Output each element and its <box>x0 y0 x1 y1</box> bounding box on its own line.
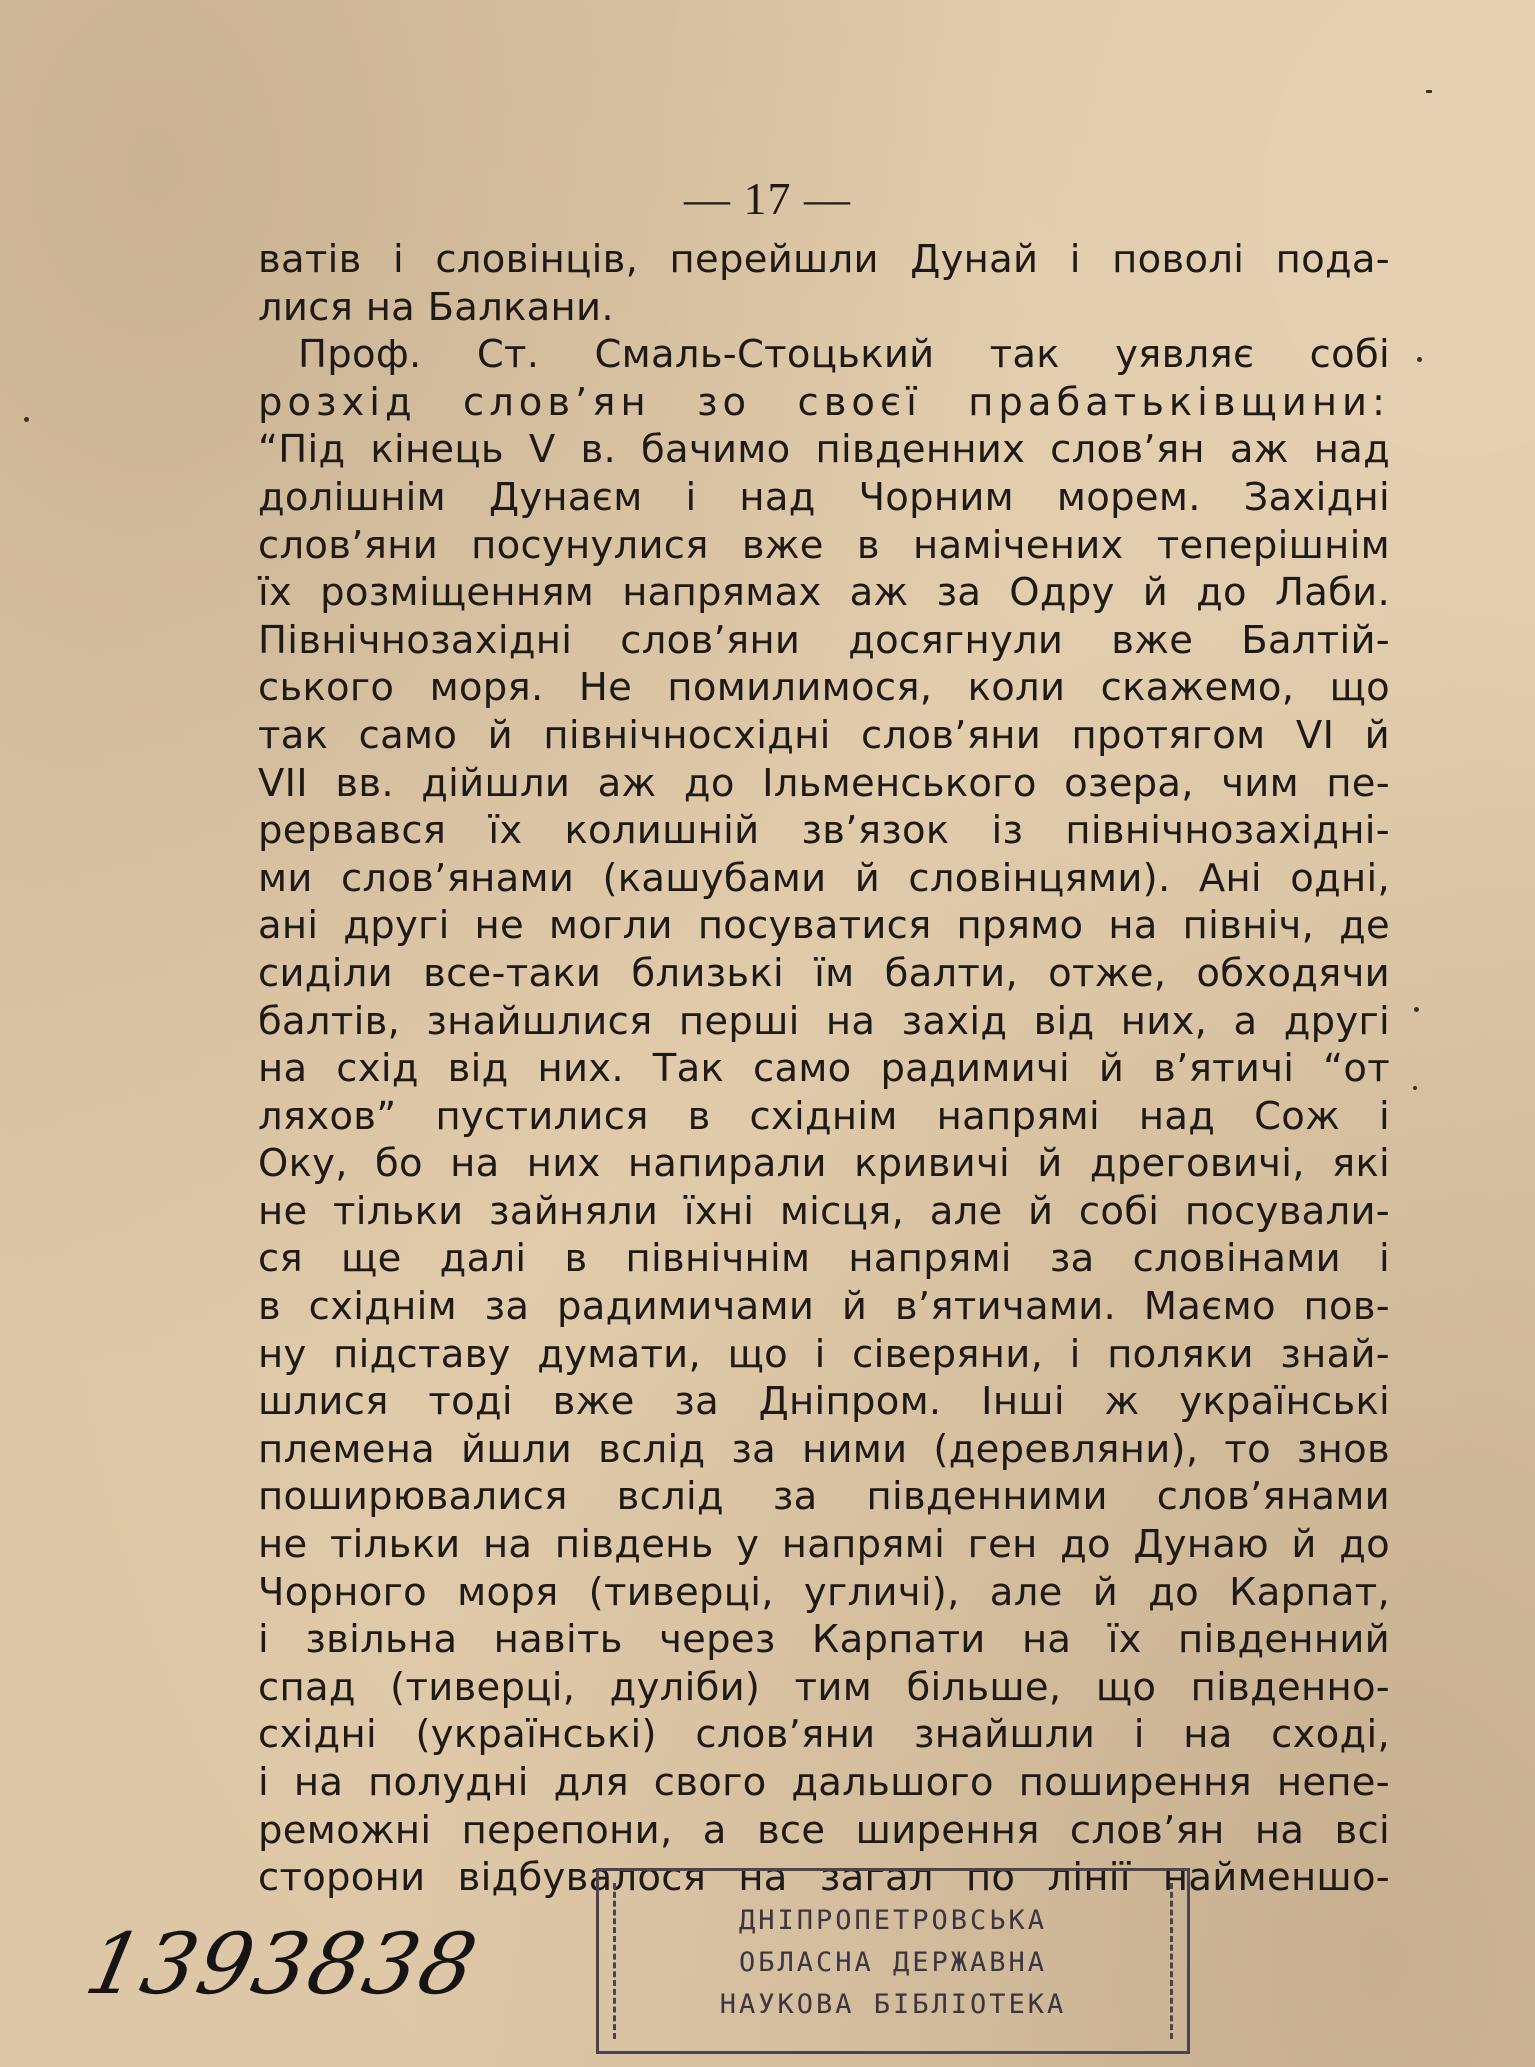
body-text <box>258 236 1390 1902</box>
text-line: сиділи все-таки близькі їм балти, отже, обходячи <box>258 950 1390 996</box>
text-line: племена йшли вслід за ними (деревляни), то знов <box>258 1426 1390 1472</box>
text-line: VII вв. дійшли аж до Ільменського озера, чим пе- <box>258 760 1390 806</box>
text-line: ся ще далі в північнім напрямі за словінами і <box>258 1236 1390 1282</box>
text-line: рервався їх колишній зв’язок із північнозахідні- <box>258 808 1390 854</box>
text-line: їх розміщенням напрямах аж за Одру й до Лаби. <box>258 570 1390 616</box>
text-line: Чорного моря (тиверці, угличі), але й до Карпат, <box>258 1569 1390 1615</box>
text-line: не тільки на південь у напрямі ген до Дунаю й до <box>258 1522 1390 1568</box>
page-number: — 17 — <box>684 173 851 224</box>
stamp-line: ДНІПРОПЕТРОВСЬКА <box>738 1905 1048 1936</box>
text-line: сторони відбувалося на загал по лінії найменшо- <box>258 1855 1390 1901</box>
stamp-line: ОБЛАСНА ДЕРЖАВНА <box>738 1947 1048 1978</box>
text-line: ані другі не могли посуватися прямо на північ, де <box>258 903 1390 949</box>
text-line: лися на Балкани. <box>258 284 614 330</box>
stamp-line: НАУКОВА БІБЛІОТЕКА <box>719 1989 1067 2020</box>
text-line: ми слов’янами (кашубами й словінцями). Ані одні, <box>258 855 1390 901</box>
text-line: східні (українські) слов’яни знайшли і на сході, <box>258 1712 1390 1758</box>
text-line: в східнім за радимичами й в’ятичами. Маємо пов- <box>258 1284 1390 1330</box>
text-line: і звільна навіть через Карпати на їх південний <box>258 1617 1390 1663</box>
text-line: поширювалися вслід за південними слов’янами <box>258 1474 1390 1520</box>
text-line: на схід від них. Так само радимичі й в’ятичі “от <box>258 1046 1390 1092</box>
paper-speck <box>1413 1086 1417 1090</box>
paper-speck <box>1417 357 1422 362</box>
text-line: ну підставу думати, що і сіверяни, і поляки знай- <box>258 1331 1390 1377</box>
text-line: ватів і словінців, перейшли Дунай і поволі пода- <box>258 237 1390 282</box>
text-line: ляхов” пустилися в східнім напрямі над Сож і <box>258 1093 1390 1139</box>
text-line: ського моря. Не помилимося, коли скажемо, що <box>258 665 1390 711</box>
text-line: так само й північносхідні слов’яни протягом VI й <box>258 712 1390 758</box>
paper-speck <box>1426 90 1432 93</box>
text-line: спад (тиверці, дуліби) тим більше, що південно- <box>258 1664 1390 1710</box>
text-line: розхід слов’ян зо своєї прабатьківщини: <box>258 379 1390 425</box>
text-line: не тільки зайняли їхні місця, але й собі посували- <box>258 1188 1390 1234</box>
text-line: слов’яни посунулися вже в намічених теперішнім <box>258 522 1390 568</box>
paper-speck <box>24 417 29 422</box>
text-line: долішнім Дунаєм і над Чорним морем. Західні <box>258 474 1390 520</box>
text-line: Північнозахідні слов’яни досягнули вже Балтій- <box>258 617 1390 663</box>
handwritten-inventory-number: 1393838 <box>77 1915 487 2013</box>
text-line: і на полудні для свого дальшого поширення непе- <box>258 1760 1390 1805</box>
text-line: балтів, знайшлися перші на захід від них, а другі <box>258 998 1390 1044</box>
text-line: шлися тоді вже за Дніпром. Інші ж українські <box>258 1379 1390 1425</box>
text-line: “Під кінець V в. бачимо південних слов’ян аж над <box>258 427 1390 473</box>
text-line: Проф. Ст. Смаль-Стоцький так уявляє собі <box>298 332 1390 378</box>
library-stamp <box>596 1868 1190 2054</box>
text-line: реможні перепони, а все ширення слов’ян на всі <box>258 1807 1390 1853</box>
text-line: Оку, бо на них напирали кривичі й дреговичі, які <box>258 1141 1390 1187</box>
paper-speck <box>1414 1007 1419 1012</box>
